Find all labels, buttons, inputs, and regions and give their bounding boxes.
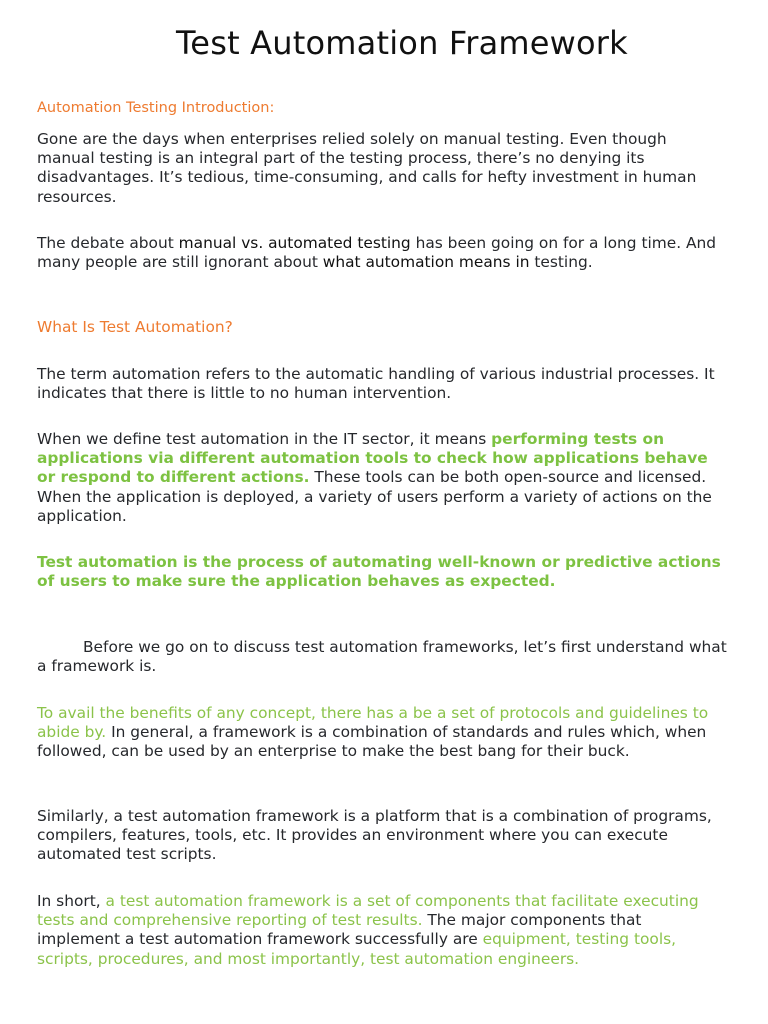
paragraph-framework-intro — [37, 638, 727, 676]
paragraph-define — [37, 430, 727, 526]
paragraph-similarly: Similarly, a test automation framework is a platform that is a combination of programs, compilers, features, tools, etc. It provides an environment where you can execute automated test scripts. — [37, 807, 712, 864]
automation-means-link-text: what automation means in — [322, 253, 530, 272]
paragraph-debate-text-1: The debate about — [37, 234, 179, 252]
paragraph-term: The term automation refers to the automatic handling of various industrial processes. It indicates that there is little to no human intervention. — [37, 365, 715, 403]
section-heading-what-is: What Is Test Automation? — [37, 318, 233, 336]
manual-vs-automated-link-text: manual vs. automated testing — [178, 234, 411, 252]
paragraph-definition-highlight: Test automation is the process of automating well-known or predictive actions of users to make sure the application behaves as expected. — [37, 553, 721, 591]
intro-heading: Automation Testing Introduction: — [37, 100, 275, 116]
paragraph-intro: Gone are the days when enterprises relied solely on manual testing. Even though manual testing is an integral part of the testing process, there’s no denying its disadvantages. It’s tedious, time-consuming, and calls for hefty investment in human resources. — [37, 130, 697, 206]
paragraph-in-short-highlight-2: equipment, testing tools, scripts, procedures, and most importantly, test automation engineers. — [37, 930, 676, 968]
document-title: Test Automation Framework — [176, 24, 628, 62]
paragraph-in-short — [37, 892, 727, 969]
paragraph-framework-intro-text: Before we go on to discuss test automation frameworks, let’s first understand what a framework is. — [37, 638, 727, 676]
paragraph-benefits-text: In general, a framework is a combination of standards and rules which, when followed, can be used by an enterprise to make the best bang for their buck. — [37, 723, 707, 761]
paragraph-debate-text-3: testing. — [529, 253, 593, 272]
paragraph-debate — [37, 234, 727, 272]
paragraph-define-text-1: When we define test automation in the IT sector, it means — [37, 430, 492, 448]
paragraph-in-short-text-2: The major components that implement a test automation framework successfully are — [37, 911, 642, 949]
paragraph-benefits — [37, 704, 727, 762]
paragraph-define-highlight: performing tests on applications via different automation tools to check how applications behave or respond to different actions. — [37, 430, 708, 487]
paragraph-define-text-2: These tools can be both open-source and licensed. When the application is deployed, a variety of users perform a variety of actions on the application. — [37, 468, 712, 525]
paragraph-benefits-highlight: To avail the benefits of any concept, there has a be a set of protocols and guidelines to abide by. — [37, 704, 709, 742]
paragraph-in-short-text-1: In short, — [37, 892, 106, 910]
paragraph-in-short-highlight-1: a test automation framework is a set of components that facilitate executing tests and comprehensive reporting of test results. — [37, 892, 699, 930]
paragraph-debate-text-2: has been going on for a long time. And many people are still ignorant about — [37, 234, 717, 272]
